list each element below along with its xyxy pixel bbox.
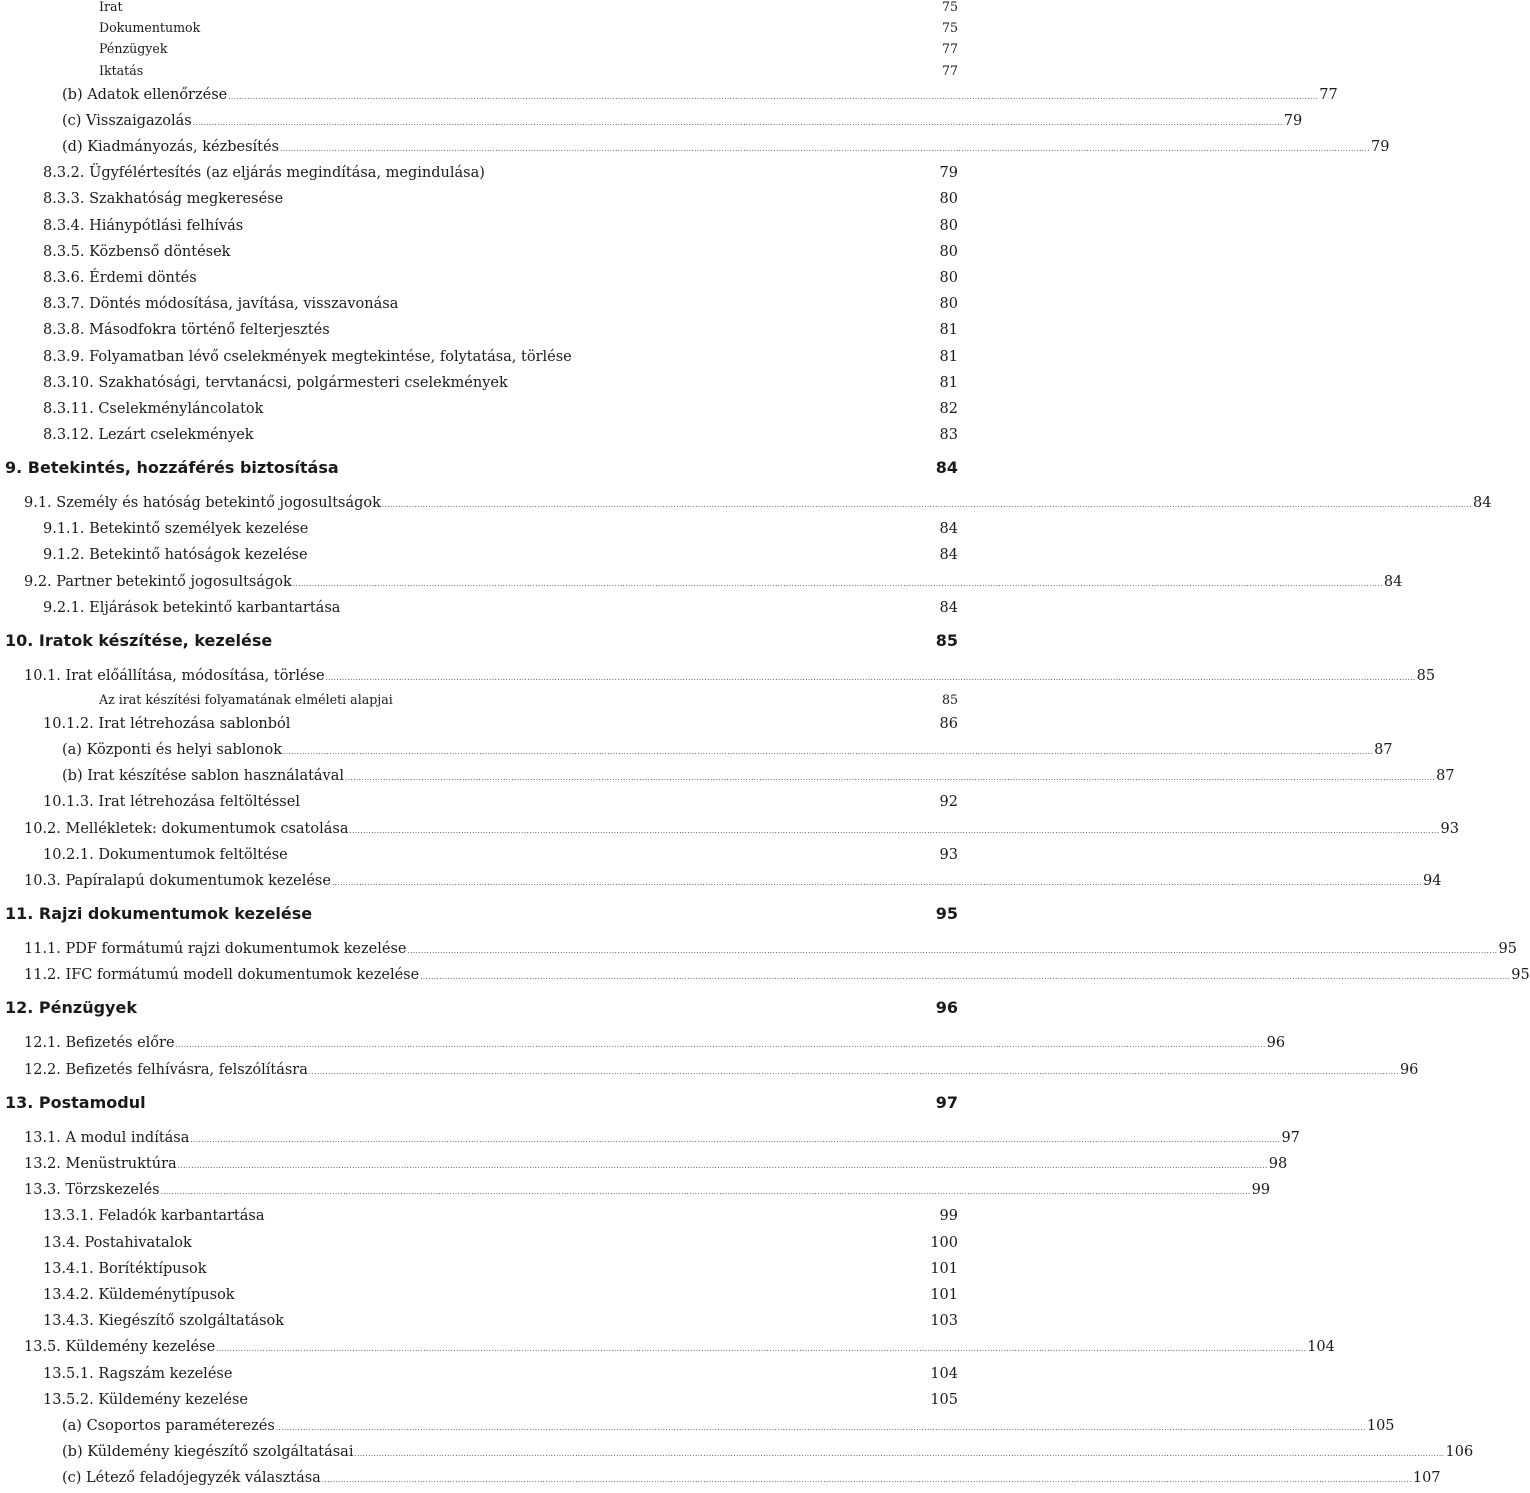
toc-entry[interactable]: [24, 1130, 1300, 1147]
toc-page-number: 79: [939, 165, 958, 182]
toc-page-number: 77: [1319, 87, 1338, 104]
toc-page-number: 99: [939, 1208, 958, 1225]
toc-page-number: 80: [939, 244, 958, 261]
toc-page-number: 104: [930, 1366, 958, 1383]
toc-entry-title: 13.3. Törzskezelés: [24, 1182, 160, 1199]
toc-entry-title: 9.1. Személy és hatóság betekintő jogosultságok: [24, 495, 381, 512]
toc-chapter-entry[interactable]: [5, 1095, 958, 1111]
toc-entry-title: 9.2. Partner betekintő jogosultságok: [24, 574, 292, 591]
toc-page-number: 84: [1472, 495, 1492, 512]
toc-page-number: 84: [939, 547, 958, 564]
toc-entry[interactable]: [43, 522, 958, 537]
toc-entry-title: 9. Betekintés, hozzáférés biztosítása: [5, 458, 339, 478]
toc-entry[interactable]: [24, 1062, 1419, 1079]
toc-entry[interactable]: [62, 742, 1393, 759]
dot-leader: ................................................................................................................................................................................................................................................................................................................................................................................................................: [308, 1068, 1399, 1077]
toc-entry[interactable]: [43, 1288, 958, 1303]
dot-leader: ................................................................................................................................................................................................................................................................................................................................................................................................................: [190, 1136, 1281, 1145]
toc-entry-title: 13.4.1. Borítéktípusok: [43, 1261, 207, 1278]
toc-page-number: 75: [941, 20, 958, 36]
toc-page-number: 75: [941, 0, 958, 15]
toc-entry-title: 10.1.3. Irat létrehozása feltöltéssel: [43, 794, 300, 811]
toc-entry[interactable]: [43, 1209, 958, 1224]
toc-chapter-entry[interactable]: [5, 906, 958, 922]
toc-entry[interactable]: [43, 297, 958, 312]
toc-page-number: 79: [1371, 139, 1390, 156]
toc-entry[interactable]: [62, 768, 1455, 785]
toc-entry[interactable]: [24, 941, 1517, 958]
toc-page-number: 83: [939, 427, 958, 444]
toc-entry-title: 13.5.1. Ragszám kezelése: [43, 1366, 233, 1383]
dot-leader: ................................................................................................................................................................................................................................................................................................................................................................................................................: [280, 145, 1371, 154]
toc-entry[interactable]: [43, 1236, 958, 1251]
toc-entry-title: 10.1.2. Irat létrehozása sablonból: [43, 716, 291, 733]
toc-entry[interactable]: [24, 574, 1403, 591]
toc-page-number: 101: [930, 1287, 958, 1304]
toc-page-number: 87: [1436, 768, 1455, 785]
dot-leader: ................................................................................................................................................................................................................................................................................................................................................................................................................: [345, 774, 1436, 783]
toc-entry-title: 13.5.2. Küldemény kezelése: [43, 1392, 248, 1409]
toc-entry[interactable]: [62, 113, 1303, 130]
toc-entry[interactable]: [24, 1156, 1288, 1173]
toc-entry-title: 11.2. IFC formátumú modell dokumentumok kezelése: [24, 967, 420, 984]
toc-page-number: 105: [1366, 1418, 1395, 1435]
toc-entry-title: (c) Létező feladójegyzék választása: [62, 1470, 321, 1487]
toc-entry[interactable]: [99, 22, 958, 35]
toc-entry[interactable]: [43, 402, 958, 417]
toc-entry[interactable]: [24, 668, 1436, 685]
toc-page-number: 80: [939, 191, 958, 208]
toc-entry-title: 11.1. PDF formátumú rajzi dokumentumok kezelése: [24, 941, 407, 958]
dot-leader: ................................................................................................................................................................................................................................................................................................................................................................................................................: [216, 1345, 1307, 1354]
toc-entry-title: 11. Rajzi dokumentumok kezelése: [5, 904, 313, 924]
toc-entry[interactable]: [24, 1182, 1271, 1199]
toc-entry-title: 10.1. Irat előállítása, módosítása, törlése: [24, 668, 325, 685]
toc-page-number: 98: [1268, 1156, 1288, 1173]
toc-page-number: 93: [939, 847, 958, 864]
toc-entry[interactable]: [43, 601, 958, 616]
toc-entry[interactable]: [43, 1367, 958, 1382]
toc-entry[interactable]: [24, 1339, 1335, 1356]
toc-entry[interactable]: [43, 245, 958, 260]
toc-entry-title: 10.2.1. Dokumentumok feltöltése: [43, 847, 288, 864]
toc-entry[interactable]: [99, 43, 958, 56]
toc-page-number: 93: [1440, 821, 1459, 838]
toc-entry[interactable]: [99, 1, 958, 14]
toc-page-number: 77: [941, 63, 958, 79]
dot-leader: ................................................................................................................................................................................................................................................................................................................................................................................................................: [192, 119, 1283, 128]
dot-leader: ................................................................................................................................................................................................................................................................................................................................................................................................................: [283, 748, 1374, 757]
toc-page-number: 79: [1283, 113, 1303, 130]
toc-entry-title: 13.5. Küldemény kezelése: [24, 1339, 216, 1356]
toc-page-number: 95: [1511, 967, 1530, 984]
toc-page-number: 101: [930, 1261, 958, 1278]
toc-entry-title: 8.3.5. Közbenső döntések: [43, 244, 231, 261]
dot-leader: ................................................................................................................................................................................................................................................................................................................................................................................................................: [331, 879, 1422, 888]
dot-leader: ................................................................................................................................................................................................................................................................................................................................................................................................................: [275, 1424, 1366, 1433]
toc-entry-title: (a) Központi és helyi sablonok: [62, 742, 283, 759]
toc-entry-title: (c) Visszaigazolás: [62, 113, 192, 130]
toc-entry[interactable]: [43, 271, 958, 286]
toc-entry[interactable]: [62, 1470, 1441, 1487]
toc-entry[interactable]: [99, 65, 958, 78]
toc-entry-title: 12. Pénzügyek: [5, 998, 137, 1018]
toc-page-number: 95: [935, 904, 958, 924]
toc-page-number: 105: [930, 1392, 958, 1409]
toc-entry[interactable]: [43, 1262, 958, 1277]
toc-entry[interactable]: [99, 694, 958, 707]
dot-leader: ................................................................................................................................................................................................................................................................................................................................................................................................................: [354, 1450, 1445, 1459]
toc-entry-title: 13.4. Postahivatalok: [43, 1235, 192, 1252]
toc-entry[interactable]: [62, 87, 1338, 104]
toc-page-number: 80: [939, 296, 958, 313]
dot-leader: ................................................................................................................................................................................................................................................................................................................................................................................................................: [228, 93, 1319, 102]
toc-entry-title: 8.3.6. Érdemi döntés: [43, 270, 197, 287]
toc-entry-title: 13.4.3. Kiegészítő szolgáltatások: [43, 1313, 285, 1330]
toc-page-number: 85: [941, 692, 958, 708]
toc-page-number: 84: [939, 521, 958, 538]
toc-page-number: 103: [930, 1313, 958, 1330]
toc-entry[interactable]: [43, 166, 958, 181]
toc-entry[interactable]: [24, 1035, 1286, 1052]
toc-page-number: 84: [939, 600, 958, 617]
toc-page-number: 87: [1374, 742, 1393, 759]
toc-entry[interactable]: [24, 495, 1492, 512]
toc-page-number: 86: [939, 716, 958, 733]
toc-entry-title: (d) Kiadmányozás, kézbesítés: [62, 139, 279, 156]
toc-entry-title: 10.2. Mellékletek: dokumentumok csatolása: [24, 821, 349, 838]
toc-entry-title: Irat: [99, 0, 123, 15]
toc-chapter-entry[interactable]: [5, 1000, 958, 1016]
toc-entry-title: 8.3.3. Szakhatóság megkeresése: [43, 191, 284, 208]
toc-page-number: 85: [1416, 668, 1436, 685]
toc-page-number: 81: [939, 349, 958, 366]
toc-entry-title: 8.3.8. Másodfokra történő felterjesztés: [43, 322, 330, 339]
toc-page-number: 77: [941, 41, 958, 57]
toc-entry[interactable]: [43, 350, 958, 365]
toc-entry[interactable]: [43, 1393, 958, 1408]
dot-leader: ................................................................................................................................................................................................................................................................................................................................................................................................................: [177, 1162, 1268, 1171]
toc-entry-title: 12.1. Befizetés előre: [24, 1035, 175, 1052]
toc-entry[interactable]: [43, 795, 958, 810]
toc-page-number: 104: [1307, 1339, 1335, 1356]
toc-entry[interactable]: [62, 1444, 1474, 1461]
toc-chapter-entry[interactable]: [5, 460, 958, 476]
toc-page-number: 97: [1281, 1130, 1300, 1147]
toc-page-number: 92: [939, 794, 958, 811]
toc-entry-title: (b) Adatok ellenőrzése: [62, 87, 228, 104]
toc-entry-title: 13.3.1. Feladók karbantartása: [43, 1208, 265, 1225]
toc-entry-title: 13.1. A modul indítása: [24, 1130, 190, 1147]
toc-entry-title: 8.3.12. Lezárt cselekmények: [43, 427, 254, 444]
toc-entry[interactable]: [43, 219, 958, 234]
toc-entry[interactable]: [43, 192, 958, 207]
toc-entry[interactable]: [43, 376, 958, 391]
toc-page-number: 96: [1266, 1035, 1286, 1052]
toc-page-number: 99: [1251, 1182, 1271, 1199]
toc-page-number: 94: [1422, 873, 1442, 890]
toc-entry[interactable]: [24, 821, 1459, 838]
toc-entry[interactable]: [24, 967, 1530, 984]
toc-page-number: 100: [930, 1235, 958, 1252]
toc-entry-title: 8.3.11. Cselekményláncolatok: [43, 401, 264, 418]
toc-page-number: 96: [1399, 1062, 1419, 1079]
toc-page-number: 81: [939, 375, 958, 392]
toc-page-number: 107: [1412, 1470, 1441, 1487]
toc-entry-title: Az irat készítési folyamatának elméleti alapjai: [99, 692, 393, 708]
toc-entry-title: 9.2.1. Eljárások betekintő karbantartása: [43, 600, 341, 617]
dot-leader: ................................................................................................................................................................................................................................................................................................................................................................................................................: [407, 947, 1498, 956]
toc-entry-title: 8.3.7. Döntés módosítása, javítása, visszavonása: [43, 296, 399, 313]
toc-entry[interactable]: [62, 1418, 1395, 1435]
toc-entry[interactable]: [43, 323, 958, 338]
toc-entry-title: (a) Csoportos paraméterezés: [62, 1418, 275, 1435]
toc-entry[interactable]: [43, 848, 958, 863]
toc-page-number: 84: [1383, 574, 1403, 591]
toc-entry[interactable]: [43, 428, 958, 443]
toc-entry-title: 10. Iratok készítése, kezelése: [5, 631, 273, 651]
toc-chapter-entry[interactable]: [5, 633, 958, 649]
toc-entry-title: 9.1.1. Betekintő személyek kezelése: [43, 521, 309, 538]
dot-leader: ................................................................................................................................................................................................................................................................................................................................................................................................................: [349, 827, 1440, 836]
toc-entry-title: (b) Irat készítése sablon használatával: [62, 768, 345, 785]
toc-entry-title: 8.3.9. Folyamatban lévő cselekmények megtekintése, folytatása, törlése: [43, 349, 572, 366]
dot-leader: ................................................................................................................................................................................................................................................................................................................................................................................................................: [175, 1041, 1266, 1050]
dot-leader: ................................................................................................................................................................................................................................................................................................................................................................................................................: [325, 674, 1416, 683]
toc-page-number: 81: [939, 322, 958, 339]
toc-entry-title: 13. Postamodul: [5, 1093, 146, 1113]
dot-leader: ................................................................................................................................................................................................................................................................................................................................................................................................................: [160, 1188, 1251, 1197]
toc-page-number: 85: [935, 631, 958, 651]
toc-entry[interactable]: [43, 548, 958, 563]
toc-page-number: 95: [1498, 941, 1517, 958]
toc-entry-title: 12.2. Befizetés felhívásra, felszólításra: [24, 1062, 308, 1079]
toc-entry-title: 13.2. Menüstruktúra: [24, 1156, 177, 1173]
toc-entry-title: (b) Küldemény kiegészítő szolgáltatásai: [62, 1444, 354, 1461]
toc-entry-title: 8.3.4. Hiánypótlási felhívás: [43, 218, 244, 235]
toc-entry-title: 8.3.10. Szakhatósági, tervtanácsi, polgármesteri cselekmények: [43, 375, 508, 392]
toc-entry-title: Dokumentumok: [99, 20, 201, 36]
toc-page-number: 84: [935, 458, 958, 478]
toc-entry-title: 8.3.2. Ügyfélértesítés (az eljárás megindítása, megindulása): [43, 165, 485, 182]
dot-leader: ................................................................................................................................................................................................................................................................................................................................................................................................................: [420, 973, 1511, 982]
toc-entry[interactable]: [62, 139, 1390, 156]
toc-page-number: 80: [939, 218, 958, 235]
toc-entry-title: Iktatás: [99, 63, 144, 79]
toc-entry[interactable]: [24, 873, 1442, 890]
toc-entry-title: 9.1.2. Betekintő hatóságok kezelése: [43, 547, 308, 564]
toc-page-number: 96: [935, 998, 958, 1018]
toc-entry[interactable]: [43, 717, 958, 732]
toc-entry[interactable]: [43, 1314, 958, 1329]
toc-entry-title: 13.4.2. Küldeménytípusok: [43, 1287, 235, 1304]
dot-leader: ................................................................................................................................................................................................................................................................................................................................................................................................................: [381, 501, 1472, 510]
toc-page-number: 106: [1445, 1444, 1474, 1461]
dot-leader: ................................................................................................................................................................................................................................................................................................................................................................................................................: [292, 580, 1383, 589]
dot-leader: ................................................................................................................................................................................................................................................................................................................................................................................................................: [321, 1476, 1412, 1485]
toc-page-number: 82: [939, 401, 958, 418]
toc-page-number: 97: [935, 1093, 958, 1113]
toc-entry-title: 10.3. Papíralapú dokumentumok kezelése: [24, 873, 331, 890]
toc-entry-title: Pénzügyek: [99, 41, 168, 57]
toc-page-number: 80: [939, 270, 958, 287]
